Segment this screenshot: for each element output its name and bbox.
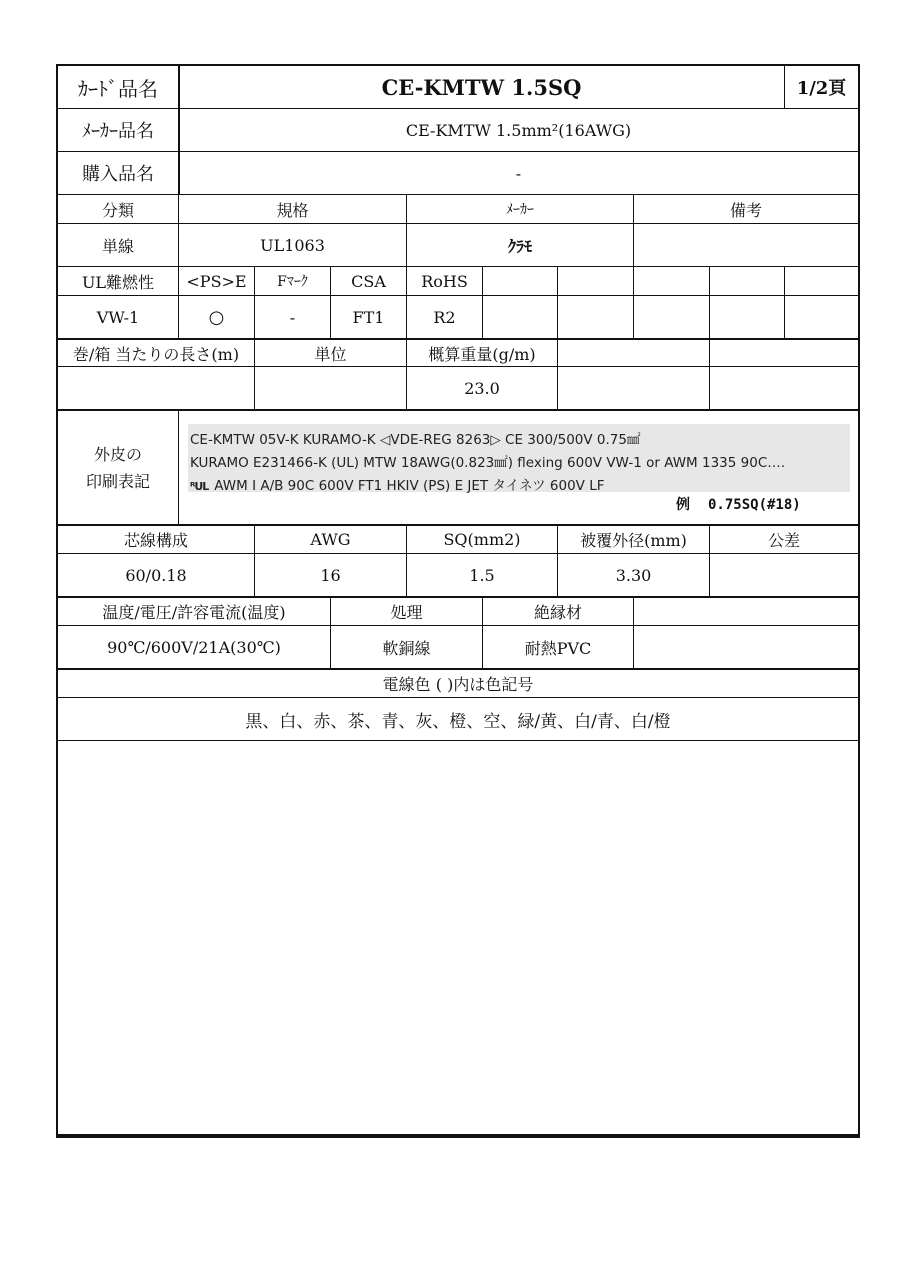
remarks-value (634, 224, 858, 266)
weight-header-blank (710, 340, 858, 366)
weight-value-blank (710, 367, 858, 409)
cert-value (558, 296, 633, 338)
weight-value-blank (558, 367, 709, 409)
cert-value: VW-1 (96, 307, 140, 327)
cert-header (558, 267, 633, 295)
jacket-print-line3-row (190, 474, 605, 494)
treatment-value: 軟銅線 (382, 638, 431, 658)
standard-header: 規格 (276, 200, 309, 220)
approx-weight-value: 23.0 (464, 378, 500, 398)
maker-value: ｸﾗﾓ (507, 236, 532, 256)
unit-value (255, 367, 406, 409)
jacket-print-label (58, 411, 178, 524)
card-name: CE-KMTW 1.5SQ (381, 74, 582, 100)
cert-header (710, 267, 784, 295)
awg-header: AWG (310, 530, 351, 549)
insulation-header: 絶縁材 (533, 603, 582, 622)
page-number: 1/2頁 (796, 78, 847, 99)
cert-header: <PS>E (186, 271, 247, 291)
rating-value-blank (634, 626, 858, 668)
unit-header: 単位 (314, 344, 347, 364)
rating-value: 90℃/600V/21A(30℃) (107, 637, 281, 657)
insulation-value: 耐熱PVC (524, 638, 592, 658)
cert-value (710, 296, 784, 338)
jacket-print-label-line1: 外皮の (93, 444, 142, 464)
tolerance-header: 公差 (767, 531, 800, 550)
treatment-header: 処理 (390, 603, 423, 622)
rule (58, 740, 858, 741)
length-per-reel-value (58, 367, 254, 409)
cert-value (483, 296, 557, 338)
example-label: 例 (676, 497, 690, 513)
rating-header: 温度/電圧/許容電流(温度) (102, 603, 286, 622)
strand-construction-value: 60/0.18 (125, 565, 187, 585)
sq-header: SQ(mm2) (443, 530, 521, 549)
cert-header (483, 267, 557, 295)
spec-sheet (56, 64, 860, 1138)
approx-weight-header: 概算重量(g/m) (428, 344, 536, 364)
standard-value: UL1063 (260, 235, 325, 255)
jacket-print-line3: AWM I A/B 90C 600V FT1 HKIV (PS) E JET タイネツ 600V LF (214, 478, 605, 494)
rule (178, 409, 179, 524)
example-value: 0.75SQ(#18) (708, 497, 801, 513)
cert-header: UL難燃性 (81, 272, 155, 292)
cert-header: Fﾏｰｸ (277, 274, 308, 290)
classification-header: 分類 (101, 200, 134, 220)
purchase-name-label: 購入品名 (82, 164, 154, 185)
remarks-header: 備考 (729, 200, 762, 220)
length-per-reel-header: 巻/箱 当たりの長さ(m) (72, 344, 240, 364)
outer-diameter-value: 3.30 (615, 565, 652, 585)
cert-header: RoHS (421, 271, 468, 291)
purchase-name: - (515, 163, 522, 183)
jacket-print-line2: KURAMO E231466-K (UL) MTW 18AWG(0.823㎟) flexing 600V VW-1 or AWM 1335 90C‥‥ (190, 455, 786, 471)
cert-header (634, 267, 709, 295)
jacket-print-label-line2: 印刷表記 (85, 471, 150, 491)
maker-header: ﾒｰｶｰ (506, 202, 534, 218)
maker-name-label: ﾒｰｶｰ品名 (82, 121, 154, 142)
rating-header-blank (634, 598, 858, 625)
jacket-print-line1: CE-KMTW 05V-K KURAMO-K ◁VDE-REG 8263▷ CE 300/500V 0.75㎟ (190, 432, 641, 448)
awg-value: 16 (320, 565, 341, 585)
tolerance-value (710, 554, 858, 596)
wire-color-list: 黒、白、赤、茶、青、灰、橙、空、緑/黄、白/青、白/橙 (245, 711, 671, 732)
classification-value: 単線 (101, 236, 134, 256)
cert-value (634, 296, 709, 338)
cert-value: R2 (433, 307, 456, 327)
maker-name: CE-KMTW 1.5mm²(16AWG) (405, 120, 632, 140)
ul-recognized-icon: ᴿUL (190, 480, 209, 493)
cert-header (785, 267, 858, 295)
card-name-label: ｶｰﾄﾞ品名 (78, 76, 158, 101)
sq-value: 1.5 (469, 565, 495, 585)
cert-value: ○ (208, 306, 225, 328)
print-example (676, 494, 801, 514)
cert-header: CSA (351, 271, 386, 291)
cert-value: - (289, 307, 296, 327)
cert-value: FT1 (352, 307, 385, 327)
cert-value (785, 296, 858, 338)
wire-color-header: 電線色 ( )内は色記号 (382, 675, 534, 694)
outer-diameter-header: 被覆外径(mm) (580, 531, 687, 550)
strand-construction-header: 芯線構成 (123, 531, 188, 550)
weight-header-blank (558, 340, 709, 366)
